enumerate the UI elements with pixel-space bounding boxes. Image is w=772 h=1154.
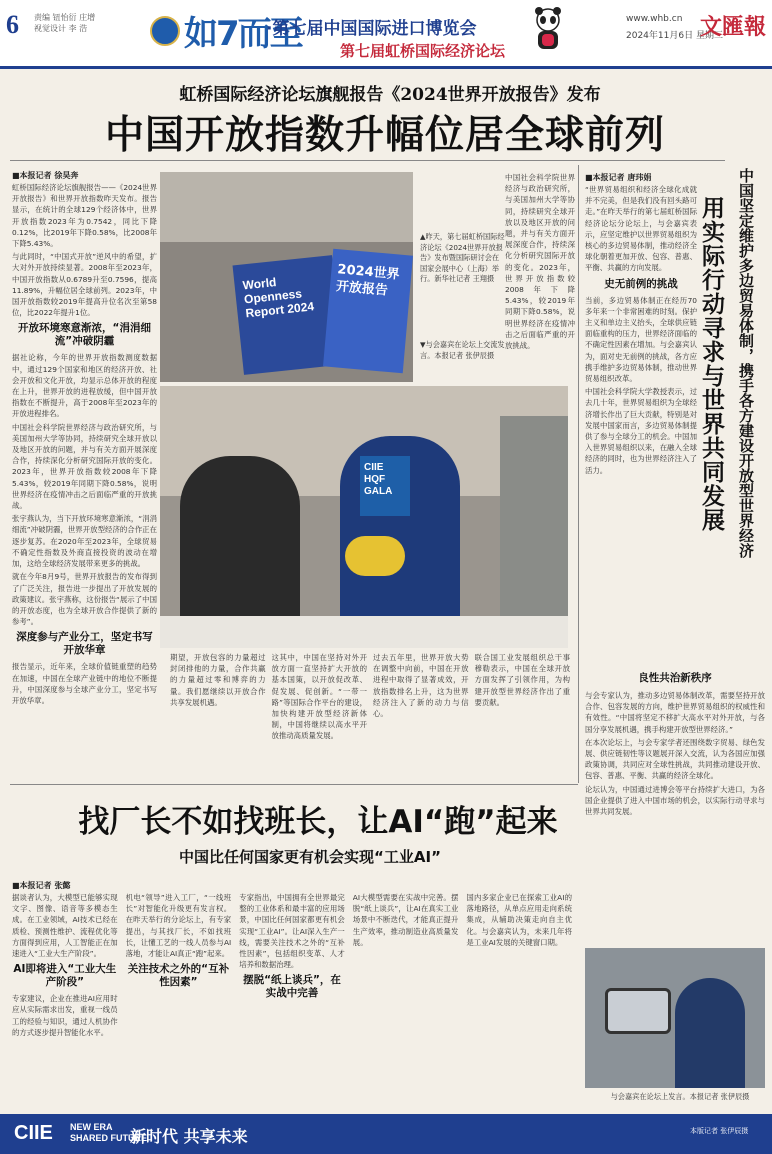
paragraph: “世界贸易组织和经济全球化成就并不完美，但是我们没有回头路可走。”在昨天举行的第七届虹桥国际经济论坛分论坛上，与会嘉宾表示，应坚定维护以世界贸易组织为核心的多边贸易体制，推动经济全球化朝着更加开放、包容、普惠、平衡、共赢的方向发展。 [585,185,697,273]
gala-sign-text: CIIE HQF GALA [364,462,393,497]
subhead-lower: 中国比任何国家更有机会实现“工业AI” [179,848,441,866]
paragraph: 论坛认为，中国通过进博会等平台持续扩大进口，为各国企业提供了进入中国市场的机会，以实际行动寻求与世界共同发展。 [585,784,765,817]
page-number: 6 [6,10,19,39]
masthead [0,0,772,69]
footer-shared-future: SHARED FUTURE [70,1133,148,1143]
photo-speaker [585,948,765,1088]
hall-background [160,172,413,242]
footer-bar [0,1114,772,1154]
column [353,892,459,1110]
report-title-cn: 2024世界开放报告 [335,262,401,299]
logo-big: 如7而至 [184,14,302,54]
editor-meta [34,12,104,34]
footer-ciie: CIIE [14,1122,53,1144]
website[interactable]: www.whb.cn [626,14,683,24]
footer-new-era: NEW ERA [70,1122,113,1132]
footer-credit: 本版记者 张伊辰摄 [690,1127,749,1135]
paragraph: 张宇燕认为，当下开放环境寒意渐浓，“涓涓细流”冲破阴霾，世界开放型经济的合作正在逐步复苏。在2020年至2023年，全球贸易不确定性指数及外商直接投资的波动在增加，这给全球经济发展带来更多的挑战。 [12,514,157,569]
paragraph: 中国社会科学院世界经济与政治研究所，与美国加州大学等协同，持续研究全球开放以及地区开放的问题，并与有关方面开展深度合作，持续深化分析研究国际开放的变化。2023年，世界开放指数较2008年下降5.43%，较2019年同期下降0.58%，说明世界经济在疫情冲击之后面临严重的开放挑战。 [505,173,575,351]
paragraph: 国内多家企业已在探索工业AI的落地路径，从单点应用走向系统集成，从辅助决策走向自主优化。与会嘉宾认为，未来几年将是工业AI发展的关键窗口期。 [466,893,572,947]
paragraph: 就在今年8月9号，世界开放报告的发布得到了广泛关注，报告进一步提出了开放发展的政策建议。张宇燕称，这份报告“展示了中国的开放态度，也为全球开放合作提供了新的参考”。 [12,572,157,627]
photo-forum-discussion [160,386,568,648]
column-divider [578,165,579,783]
ciie-emblem-icon [150,16,180,46]
lead-right-column [505,172,575,384]
subhead: 史无前例的挑战 [604,277,678,290]
footer-slogan: 新时代 共享未来 [130,1127,248,1146]
column [239,892,345,1110]
editor-line: 责编 钮怡衍 庄增 [34,13,96,22]
subhead: 摆脱“纸上谈兵”，在实战中完善 [243,974,341,1000]
column [466,892,572,1110]
byline: ■本报记者 唐玮娟 [585,173,652,182]
mid-columns [170,652,570,772]
subhead: AI即将进入“工业大生产阶段” [13,963,117,989]
phone [605,988,671,1034]
paragraph: 虹桥国际经济论坛旗舰报告——《2024世界开放报告》和世界开放指数昨天发布。报告显示，在统计的全球129个经济体中，世界开放指数2023年为0.7542，同比下降0.12%，比2019年下降0.58%，比2008年下降5.43%。 [12,183,157,249]
headline-vertical: 用实际行动寻求与世界共同发展 [698,196,724,532]
issue-date: 2024年11月6日 星期三 [626,31,723,41]
subhead: 开放环境寒意渐浓，“涓涓细流”冲破阴霾 [18,322,151,348]
photo-report-launch [160,172,413,382]
photo-caption: ▲昨天，第七届虹桥国际经济论坛《2024世界开放报告》发布暨国际研讨会在国家会展中心（上海）举行。新华社记者 王翔摄 [420,232,505,283]
paragraph: 在本次论坛上，与会专家学者还围绕数字贸易、绿色发展、供应链韧性等议题展开深入交流，认为各国应加强政策协调，共同应对全球性挑战，共同推动建设开放、包容、普惠、平衡、共赢的经济全球化。 [585,737,765,781]
paragraph: 专家指出，中国拥有全世界最完整的工业体系和最丰富的应用场景，中国比任何国家都更有机会实现“工业AI”。让AI深入生产一线，需要关注技术之外的“互补性因素”，包括组织变革、人才培养和数据治理。 [239,893,345,970]
subhead-vertical: 中国坚定维护多边贸易体制，携手各方建设开放型世界经济 [737,168,755,558]
paragraph: 与会专家认为，推动多边贸易体制改革，需要坚持开放合作、包容发展的方向，维护世界贸易组织的权威性和有效性。“中国将坚定不移扩大高水平对外开放，与各国分享发展机遇，携手构建开放型世界经济。” [585,691,765,734]
paragraph: 机电“领导”进入工厂，“一线班长”对智能化升级更有发言权。在昨天举行的分论坛上，有专家提出，与其找厂长，不如找班长，让懂工艺的一线人员参与AI落地，才能让AI真正“跑”起来。 [125,893,232,959]
paragraph: 中国社会科学院世界经济与政治研究所，与美国加州大学等协同，持续研究全球开放以及地区开放的问题，并与有关方面开展深度合作，持续深化分析研究国际开放的变化。2023年，世界开放指数较2008年下降5.43%，较2019年同期下降0.58%，说明世界经济在疫情冲击之后面临严重的开放挑战。 [12,422,157,511]
panda-mascot-icon [530,6,566,52]
byline: ■本报记者 张懿 [12,881,71,890]
subhead: 关注技术之外的“互补性因素” [127,963,230,989]
photo-caption: 与会嘉宾在论坛上发言。本报记者 张伊辰摄 [610,1092,750,1101]
headline: 中国开放指数升幅位居全球前列 [104,113,665,158]
paragraph: 与此同时，“中国式开放”逆风中的希望，扩大对外开放持续显著。2008年至2023年，中国开放指数从0.6789升至0.7596，提高11.89%，升幅位居全球前列。2023年，中国开放指数较2019年提高升位名次至第58位，比2022年提升1位。 [12,252,157,318]
paragraph: AI大模型需要在实战中完善。摆脱“纸上谈兵”，让AI在真实工业场景中不断迭代，才能真正提升生产效率，推动制造业高质量发展。 [352,893,459,947]
brand-logo: 文匯報 [700,14,767,40]
paragraph: 联合国工业发展组织总干事穆勒表示，中国在全球开放方面发挥了引领作用，为构建开放型世界经济作出了重要贡献。 [474,653,570,707]
speaker [675,978,745,1088]
forum-title: 第七届虹桥国际经济论坛 [340,42,506,60]
paragraph: 据社论称，今年的世界开放指数测度数据中，通过129个国家和地区的经济开放、社会开放和文化开放，均显示总体开放的程度在上升，世界开放的进程放缓，但中国开放指数在不断提升，高于2008年至2023年的开放进程排名。 [12,353,157,419]
subhead: 良性共治新秩序 [638,672,712,684]
subhead: 深度参与产业分工，坚定书写开放华章 [16,631,153,657]
paragraph: 当前，多边贸易体制正在经历70多年来一个非常困难的时刻。保护主义和单边主义抬头，全球供应链面临重构的压力，世界经济面临的不确定性因素在增加。与会嘉宾认为，面对史无前例的挑战，各方应携手维护多边贸易体制，推动世界贸易组织改革。 [585,295,697,384]
right-column [585,184,697,476]
table [160,616,568,648]
report-book-cn [323,249,413,374]
divider [10,784,578,785]
paragraph: 报告显示，近年来，全球价值链重塑的趋势在加速，中国在全球产业链中的地位不断提升，中国深度参与全球产业分工，坚定书写开放华章。 [12,662,157,705]
flower-arrangement [345,536,405,576]
left-column [12,182,157,706]
right-lower-column [585,690,765,940]
column [126,892,232,1110]
paragraph: 中国社会科学院大学教授表示，过去几十年，世界贸易组织为全球经济增长作出了巨大贡献，特别是对发展中国家而言，多边贸易体制提供了参与全球分工的机会。中国加入世界贸易组织以来，在融入全球经济的同时，也为世界经济注入了活力。 [585,387,697,475]
report-title-en: World Openness Report 2024 [241,275,315,321]
photo-caption: ▼与会嘉宾在论坛上交流发言。本报记者 张伊辰摄 [420,340,505,360]
paragraph: 这其中，中国在坚持对外开放方面一直坚持扩大开放的基本国策，以开放促改革、促发展、促创新。“一带一路”等国际合作平台的建设，加快构建开放型经济新体制，中国将继续以高水平开放推动高质量发展。 [271,653,367,741]
headline-lower: 找厂长不如找班长，让AI“跑”起来 [78,804,558,840]
kicker: 虹桥国际经济论坛旗舰报告《2024世界开放报告》发布 [179,85,601,105]
paragraph: 据谈者认为，大模型已能够实现文字、图像、语音等多模态生成。在工业领域，AI技术已经在质检、预测性维护、流程优化等方面得到应用，人工智能正在加速进入“工业大生产阶段”。 [12,893,118,959]
paragraph: 专家建议，企业在推进AI应用时应从实际需求出发，重视一线员工的经验与知识，通过人机协作的方式逐步提升智能化水平。 [12,994,118,1037]
person-right [500,416,568,648]
lower-columns [12,892,572,1110]
paragraph: 过去五年里，世界开放大势在调整中向前，中国在开放进程中取得了显著成效，开放指数排名上升，这为世界经济注入了新的动力与信心。 [373,653,469,719]
byline: ■本报记者 徐昊奔 [12,171,79,180]
divider [10,160,725,161]
paragraph: 期望，开放包容的力量超过封闭排他的力量，合作共赢的力量超过零和博弈的力量。我们愿继续以开放合作共享发展机遇。 [170,653,266,707]
expo-title: ·第七届中国国际进口博览会 [266,19,477,39]
gala-sign [360,456,410,516]
column [12,892,118,1110]
editor-line: 视觉设计 李 浩 [34,24,88,33]
